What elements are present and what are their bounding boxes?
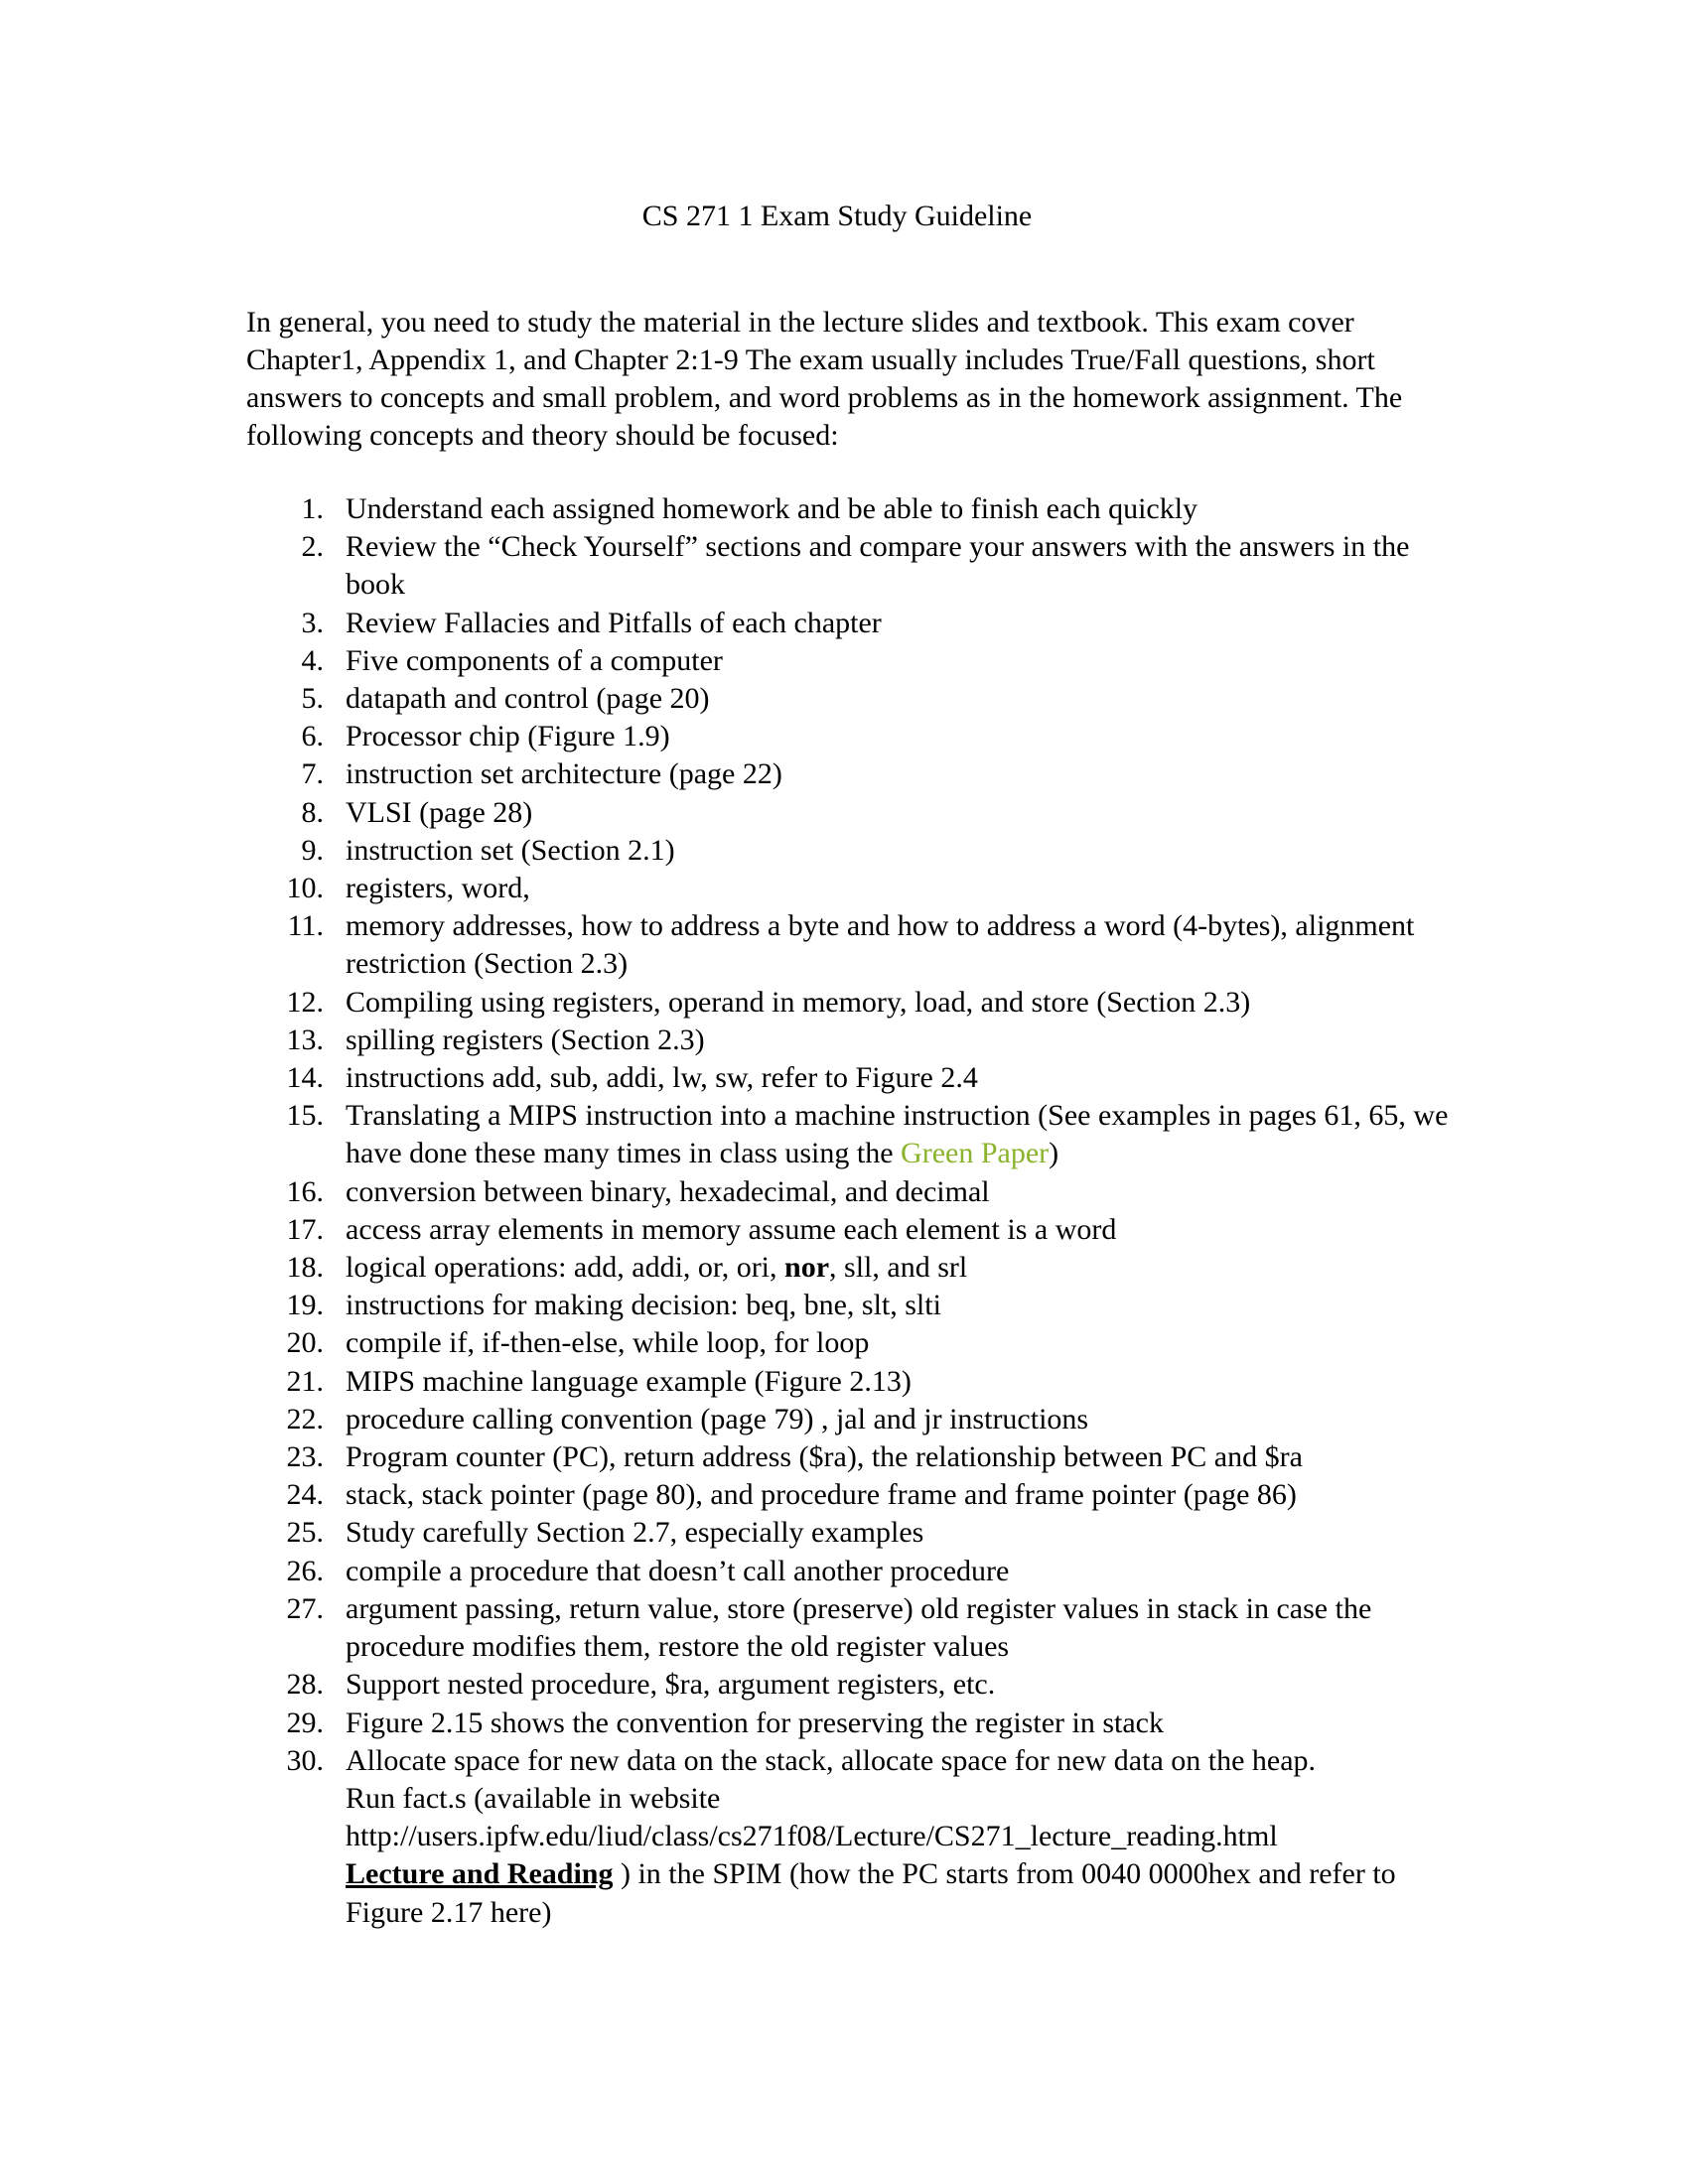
list-item: [246, 1287, 1468, 1324]
list-item: [246, 1553, 1468, 1590]
item-number: 20.: [286, 1326, 324, 1360]
item-number: 23.: [286, 1440, 324, 1474]
item-number: 10.: [286, 872, 324, 905]
list-item: [246, 1476, 1468, 1514]
item-number: 16.: [286, 1174, 324, 1208]
list-item: [246, 718, 1468, 755]
list-item: [246, 1514, 1468, 1552]
item-text: Five components of a computer: [346, 643, 723, 677]
list-item: [246, 605, 1468, 642]
item-text: compile if, if-then-else, while loop, for loop: [346, 1326, 870, 1360]
item-text: access array elements in memory assume each element is a word: [346, 1212, 1117, 1246]
item-text: Figure 2.15 shows the convention for preserving the register in stack: [346, 1706, 1164, 1739]
list-item: [246, 1324, 1468, 1362]
list-item: [246, 794, 1468, 832]
list-item: [246, 1742, 1468, 1932]
item-number: 11.: [287, 909, 324, 943]
item-number: 5.: [301, 682, 324, 716]
item-number: 29.: [286, 1706, 324, 1739]
list-item: [246, 1097, 1468, 1172]
item-text: registers, word,: [346, 872, 530, 905]
item-text: Allocate space for new data on the stack, allocate space for new data on the heap.: [346, 1743, 1317, 1777]
item-number: 27.: [286, 1591, 324, 1625]
item-text: Run fact.s (available in website: [346, 1781, 721, 1815]
list-item: [246, 755, 1468, 793]
item-text: instructions for making decision: beq, bne, slt, slti: [346, 1289, 941, 1322]
item-text: VLSI (page 28): [346, 795, 533, 829]
item-text: compile a procedure that doesn’t call another procedure: [346, 1554, 1010, 1587]
item-number: 7.: [301, 757, 324, 791]
item-number: 3.: [301, 606, 324, 639]
item-number: 24.: [286, 1478, 324, 1512]
item-text: Translating a MIPS instruction into a machine instruction (See examples in pages 61, 65, we have done these many times in class using the: [346, 1099, 1449, 1170]
item-text: Review Fallacies and Pitfalls of each chapter: [346, 606, 882, 639]
intro-paragraph: In general, you need to study the material in the lecture slides and textbook. This exam cover Chapter1, Appendix 1, and Chapter 2:1-9 The exam usually includes True/Fall questions, short answers to concepts and small problem, and word problems as in the homework assignment. The following concepts and theory should be focused:: [246, 306, 1403, 452]
list-item: [246, 1438, 1468, 1476]
list-item: [246, 642, 1468, 680]
item-text: instructions add, sub, addi, lw, sw, refer to Figure 2.4: [346, 1061, 978, 1095]
list-item: [246, 1363, 1468, 1401]
item-text: spilling registers (Section 2.3): [346, 1023, 705, 1056]
item-text: stack, stack pointer (page 80), and procedure frame and frame pointer (page 86): [346, 1478, 1297, 1512]
item-text: instruction set (Section 2.1): [346, 833, 675, 867]
list-item: [246, 1059, 1468, 1097]
item-text: Program counter (PC), return address ($ra), the relationship between PC and $ra: [346, 1440, 1303, 1474]
item-text: instruction set architecture (page 22): [346, 757, 782, 791]
item-text: Understand each assigned homework and be able to finish each quickly: [346, 492, 1198, 525]
item-text: Support nested procedure, $ra, argument registers, etc.: [346, 1668, 996, 1702]
item-number: 2.: [301, 530, 324, 564]
item-number: 14.: [286, 1061, 324, 1095]
list-item: [246, 1211, 1468, 1249]
item-number: 25.: [286, 1516, 324, 1550]
list-item: [246, 1249, 1468, 1287]
item-number: 22.: [286, 1402, 324, 1435]
item-number: 4.: [301, 643, 324, 677]
list-item: [246, 1590, 1468, 1666]
list-item: [246, 490, 1468, 528]
item-number: 1.: [301, 492, 324, 525]
item-text-end: ): [1049, 1137, 1059, 1170]
item-number: 26.: [286, 1554, 324, 1587]
item-number: 21.: [286, 1364, 324, 1398]
item-number: 13.: [286, 1023, 324, 1056]
bold-nor-text: nor: [784, 1251, 830, 1285]
item-number: 17.: [286, 1212, 324, 1246]
item-number: 28.: [286, 1668, 324, 1702]
study-topic-list: [246, 490, 1468, 1932]
item-text: conversion between binary, hexadecimal, and decimal: [346, 1174, 990, 1208]
lecture-and-reading-link[interactable]: Lecture and Reading: [346, 1857, 614, 1891]
item-text: Compiling using registers, operand in memory, load, and store (Section 2.3): [346, 985, 1251, 1019]
document-title: CS 271 1 Exam Study Guideline: [641, 200, 1033, 232]
list-item: [246, 870, 1468, 907]
item-number: 19.: [286, 1289, 324, 1322]
list-item: [246, 1022, 1468, 1059]
item-text: datapath and control (page 20): [346, 682, 710, 716]
list-item: [246, 528, 1468, 604]
item-number: 30.: [286, 1743, 324, 1777]
document-page: [246, 197, 1468, 1932]
item-number: 18.: [286, 1251, 324, 1285]
item-text: memory addresses, how to address a byte and how to address a word (4-bytes), alignment restriction (Section 2.3): [346, 909, 1415, 981]
list-item: [246, 832, 1468, 870]
website-url[interactable]: http://users.ipfw.edu/liud/class/cs271f08/Lecture/CS271_lecture_reading.html: [346, 1820, 1278, 1853]
item-number: 15.: [286, 1099, 324, 1133]
item-text: Review the “Check Yourself” sections and compare your answers with the answers in the book: [346, 530, 1410, 602]
list-item: [246, 1173, 1468, 1211]
green-paper-text: Green Paper: [901, 1137, 1050, 1170]
item-number: 9.: [301, 833, 324, 867]
list-item: [246, 907, 1468, 983]
item-text: MIPS machine language example (Figure 2.13): [346, 1364, 912, 1398]
list-item: [246, 1666, 1468, 1704]
list-item: [246, 1705, 1468, 1742]
item-text: procedure calling convention (page 79) , jal and jr instructions: [346, 1402, 1089, 1435]
item-text-end: , sll, and srl: [829, 1251, 968, 1285]
item-text: logical operations: add, addi, or, ori,: [346, 1251, 785, 1285]
item-number: 8.: [301, 795, 324, 829]
list-item: [246, 1401, 1468, 1438]
item-text-end: ) in the SPIM (how the PC starts from 0040 0000hex and refer to Figure 2.17 here): [346, 1857, 1396, 1929]
item-number: 6.: [301, 720, 324, 753]
item-text: Study carefully Section 2.7, especially examples: [346, 1516, 924, 1550]
item-number: 12.: [286, 985, 324, 1019]
list-item: [246, 680, 1468, 718]
item-text: argument passing, return value, store (preserve) old register values in stack in case the procedure modifies them, restore the old register values: [346, 1591, 1372, 1664]
list-item: [246, 984, 1468, 1022]
item-text: Processor chip (Figure 1.9): [346, 720, 670, 753]
